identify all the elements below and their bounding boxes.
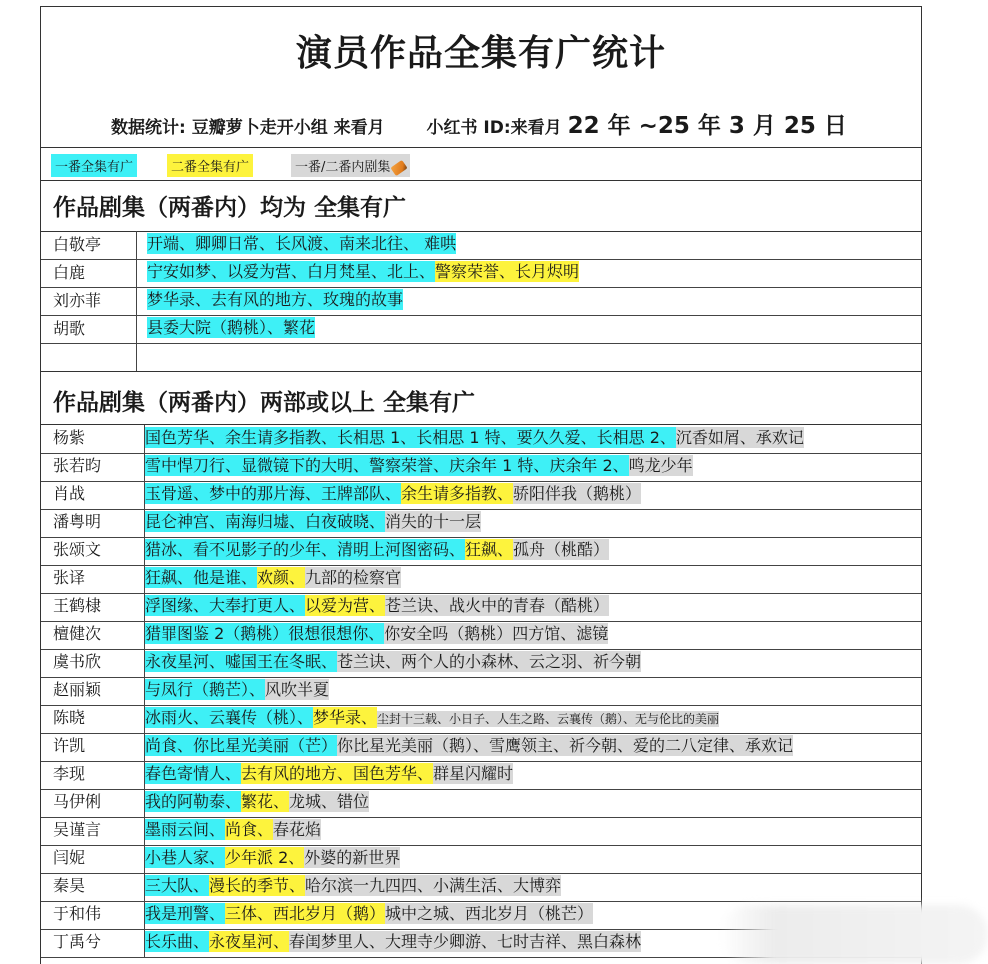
xhs-id: 小红书 ID:来看月 — [426, 118, 562, 138]
work-segment-gray: 苍兰诀、战火中的青春（酷桃） — [385, 596, 610, 615]
legend-yellow: 二番全集有广 — [167, 154, 253, 177]
actor-name — [41, 343, 137, 371]
work-segment-yellow: 梦华录、 — [313, 708, 378, 727]
work-segment-cyan: 雪中悍刀行、显微镜下的大明、警察荣誉、庆余年 1 特、庆余年 2、 — [145, 456, 629, 475]
works-list — [145, 903, 593, 925]
table-row — [41, 509, 921, 538]
subtitle — [111, 107, 847, 140]
table-row — [41, 873, 921, 902]
actor-name: 丁禹兮 — [41, 929, 145, 957]
work-segment-gray: 鸣龙少年 — [628, 456, 693, 475]
work-segment-gray: 尘封十三载、小日子、人生之路、云襄传（鹅）、无与伦比的美丽 — [377, 712, 720, 726]
work-segment-cyan: 我的阿勒泰、 — [145, 792, 242, 811]
actor-name: 吴谨言 — [41, 817, 145, 845]
works-list — [145, 931, 641, 953]
works-list — [145, 847, 400, 869]
work-segment-gray: 沉香如屑、承欢记 — [675, 428, 804, 447]
work-segment-cyan: 小巷人家、 — [145, 848, 226, 867]
work-segment-cyan: 国色芳华、余生请多指教、长相思 1、长相思 1 特、要久久爱、长相思 2、 — [145, 428, 676, 447]
work-segment-yellow: 以爱为营、 — [305, 596, 386, 615]
works-list — [145, 763, 513, 785]
work-segment-yellow: 狂飙、 — [465, 540, 514, 559]
work-segment-gray: 城中之城、西北岁月（桃芒） — [385, 904, 594, 923]
works-list — [145, 651, 641, 673]
work-segment-gray: 孤舟（桃酷） — [513, 540, 610, 559]
section2-title: 作品剧集（两番内）两部或以上 全集有广 — [53, 390, 476, 416]
table-row — [41, 845, 921, 874]
table-row — [41, 343, 921, 372]
work-segment-cyan: 县委大院（鹅桃）、繁花 — [147, 318, 316, 337]
actor-name: 檀健次 — [41, 621, 145, 649]
work-segment-gray: 龙城、错位 — [289, 792, 370, 811]
work-segment-yellow: 余生请多指教、 — [401, 484, 514, 503]
section1-title: 作品剧集（两番内）均为 全集有广 — [53, 195, 407, 221]
works-list — [145, 595, 609, 617]
works-list — [145, 735, 793, 757]
works-list — [145, 623, 608, 645]
page-title: 演员作品全集有广统计 — [295, 33, 666, 74]
works-list — [147, 289, 403, 311]
date-range: 22 年 ~25 年 3 月 25 日 — [567, 113, 847, 139]
stats-label: 数据统计: — [111, 118, 186, 138]
table-row — [41, 537, 921, 566]
table-row — [41, 817, 921, 846]
table-row — [41, 649, 921, 678]
stats-sheet — [40, 6, 922, 964]
actor-name: 李现 — [41, 761, 145, 789]
work-segment-cyan: 玉骨遥、梦中的那片海、王牌部队、 — [145, 484, 402, 503]
table-row — [41, 453, 921, 482]
table-row — [41, 789, 921, 818]
legend-gray — [291, 154, 410, 177]
works-list — [145, 791, 369, 813]
actor-name: 闫妮 — [41, 845, 145, 873]
work-segment-cyan: 墨雨云间、 — [145, 820, 226, 839]
table-row — [41, 621, 921, 650]
legend-gray-label: 一番/二番内剧集 — [295, 160, 391, 175]
work-segment-yellow: 去有风的地方、国色芳华、 — [241, 764, 434, 783]
work-segment-cyan: 尚食、你比星光美丽（芒） — [145, 736, 338, 755]
work-segment-cyan: 狂飙、他是谁、 — [145, 568, 258, 587]
work-segment-cyan: 永夜星河、嘘国王在冬眠、 — [145, 652, 338, 671]
table-row — [41, 315, 921, 344]
actor-name: 杨紫 — [41, 425, 145, 453]
work-segment-cyan: 宁安如梦、以爱为营、白月梵星、北上、 — [147, 262, 436, 281]
work-segment-cyan: 浮图缘、大奉打更人、 — [145, 596, 306, 615]
works-list — [145, 819, 321, 841]
work-segment-cyan: 与凤行（鹅芒）、 — [145, 680, 266, 699]
actor-name: 秦昊 — [41, 873, 145, 901]
work-segment-gray: 骄阳伴我（鹅桃） — [513, 484, 642, 503]
table-row — [41, 231, 921, 260]
stats-author: 来看月 — [333, 118, 385, 138]
actor-name: 张若昀 — [41, 453, 145, 481]
work-segment-gray: 苍兰诀、两个人的小森林、云之羽、祈今朝 — [337, 652, 642, 671]
works-list — [145, 539, 609, 561]
work-segment-gray: 你比星光美丽（鹅）、雪鹰领主、祈今朝、爱的二八定律、承欢记 — [337, 736, 794, 755]
actor-name: 马伊俐 — [41, 789, 145, 817]
actor-name: 许凯 — [41, 733, 145, 761]
actor-name: 潘粤明 — [41, 509, 145, 537]
works-list — [147, 261, 579, 283]
work-segment-yellow: 欢颜、 — [257, 568, 306, 587]
legend-row — [41, 147, 921, 181]
work-segment-yellow: 永夜星河、 — [209, 932, 290, 951]
section1-header — [41, 179, 921, 232]
works-list — [145, 511, 481, 533]
works-list — [145, 567, 401, 589]
work-segment-cyan: 三大队、 — [145, 876, 210, 895]
actor-name: 赵丽颖 — [41, 677, 145, 705]
actor-name: 张译 — [41, 565, 145, 593]
work-segment-gray: 风吹半夏 — [265, 680, 330, 699]
work-segment-cyan: 我是刑警、 — [145, 904, 226, 923]
works-list — [147, 317, 315, 339]
actor-name: 刘亦菲 — [41, 287, 137, 315]
table-row — [41, 733, 921, 762]
legend-cyan: 一番全集有广 — [51, 154, 137, 177]
actor-name: 张颂文 — [41, 537, 145, 565]
actor-name: 陈晓 — [41, 705, 145, 733]
table-row — [41, 705, 921, 734]
table-row — [41, 565, 921, 594]
work-segment-cyan: 昆仑神宫、南海归墟、白夜破晓、 — [145, 512, 386, 531]
work-segment-yellow: 漫长的季节、 — [209, 876, 306, 895]
actor-name: 白敬亭 — [41, 231, 137, 259]
works-list — [145, 455, 693, 477]
work-segment-cyan: 猎冰、看不见影子的少年、清明上河图密码、 — [145, 540, 466, 559]
work-segment-cyan: 冰雨火、云襄传（桃）、 — [145, 708, 314, 727]
work-segment-cyan: 开端、卿卿日常、长风渡、南来北往、 难哄 — [147, 234, 457, 253]
works-list — [145, 875, 561, 897]
actor-name: 肖战 — [41, 481, 145, 509]
work-segment-cyan: 猎罪图鉴 2（鹅桃）很想很想你、 — [145, 624, 385, 643]
work-segment-cyan: 长乐曲、 — [145, 932, 210, 951]
works-list — [145, 427, 804, 449]
table-row — [41, 677, 921, 706]
table-row — [41, 287, 921, 316]
table-row — [41, 593, 921, 622]
work-segment-gray: 外婆的新世界 — [304, 848, 401, 867]
works-list — [145, 483, 641, 505]
table-row — [41, 259, 921, 288]
actor-name: 白鹿 — [41, 259, 137, 287]
work-segment-cyan: 梦华录、去有风的地方、玫瑰的故事 — [147, 290, 404, 309]
works-list — [147, 233, 456, 255]
section2-header — [41, 371, 921, 425]
table-row — [41, 481, 921, 510]
works-list — [145, 679, 329, 701]
work-segment-gray: 消失的十一层 — [385, 512, 482, 531]
work-segment-yellow: 警察荣誉、长月烬明 — [435, 262, 580, 281]
work-segment-yellow: 尚食、 — [225, 820, 274, 839]
work-segment-gray: 春花焰 — [273, 820, 322, 839]
work-segment-yellow: 少年派 2、 — [225, 848, 305, 867]
actor-name: 胡歌 — [41, 315, 137, 343]
works-list — [145, 707, 719, 730]
table-row — [41, 761, 921, 790]
actor-name: 王鹤棣 — [41, 593, 145, 621]
work-segment-cyan: 春色寄情人、 — [145, 764, 242, 783]
stats-group: 豆瓣萝卜走开小组 — [191, 118, 328, 138]
work-segment-gray: 九部的检察官 — [305, 568, 402, 587]
work-segment-gray: 春闺梦里人、大理寺少卿游、七时吉祥、黑白森林 — [289, 932, 642, 951]
work-segment-gray: 群星闪耀时 — [433, 764, 514, 783]
pencil-icon — [391, 159, 408, 175]
work-segment-yellow: 三体、西北岁月（鹅） — [225, 904, 386, 923]
table-row — [41, 425, 921, 454]
work-segment-gray: 哈尔滨一九四四、小满生活、大博弈 — [305, 876, 562, 895]
actor-name: 虞书欣 — [41, 649, 145, 677]
work-segment-yellow: 繁花、 — [241, 792, 290, 811]
actor-name: 于和伟 — [41, 901, 145, 929]
work-segment-gray: 你安全吗（鹅桃）四方馆、滤镜 — [384, 624, 609, 643]
blur-overlay — [720, 905, 988, 964]
